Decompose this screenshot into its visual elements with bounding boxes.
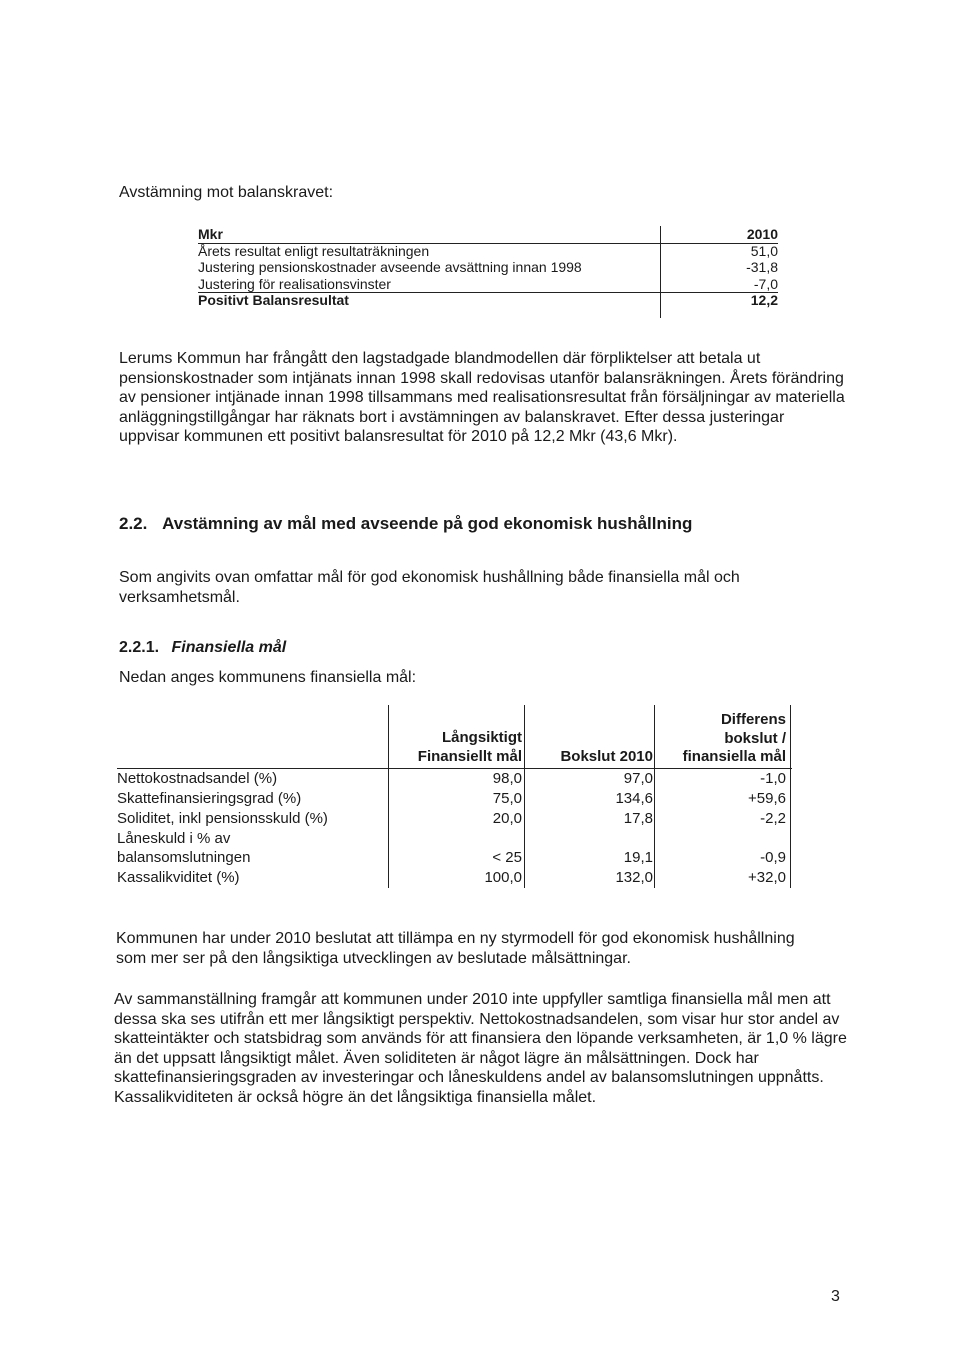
row-label: Justering pensionskostnader avseende avsättning innan 1998 xyxy=(198,259,582,275)
recon-heading: Avstämning mot balanskravet: xyxy=(119,184,334,201)
subsection-number: 2.2.1. xyxy=(119,639,160,656)
row-value: 51,0 xyxy=(750,242,778,259)
paragraph-goals: Som angivits ovan omfattar mål för god ekonomisk hushållning både finansiella mål och verksamhetsmål. xyxy=(119,569,740,606)
balance-reconciliation-table xyxy=(198,226,778,318)
row-label: Låneskuld i % av xyxy=(117,830,231,847)
section-title: Avstämning av mål med avseende på god ekonomisk hushållning xyxy=(162,514,693,533)
paragraph-summary: Av sammanställning framgår att kommunen under 2010 inte uppfyller samtliga finansiella mål men att dessa ska ses utifrån ett mer långsiktigt perspektiv. Nettokostnadsandelen, som visar hur stor andel av skatteintäkter och statsbidrag som används för att finansiera den löpande verksamheten, är 1,0 % lägre än det uppsatt långsiktigt målet. Även soliditeten är något lägre än målsättningen. Dock har skattefinansieringsgraden av investeringar och låneskuldens andel av balansomslutningen uppnåtts. Kassalikviditeten är också högre än det långsiktiga finansiella målet. xyxy=(114,991,847,1106)
financial-targets-table xyxy=(117,705,792,890)
subsection-title: Finansiella mål xyxy=(171,639,287,656)
page-number: 3 xyxy=(831,1288,840,1305)
total-value: 12,2 xyxy=(750,292,778,308)
row-label: Justering för realisationsvinster xyxy=(198,275,391,292)
header-long-term-line2: Finansiellt mål xyxy=(417,747,522,765)
table-row xyxy=(117,868,792,888)
header-rule xyxy=(198,243,778,244)
row-value: -7,0 xyxy=(753,275,778,292)
row-label: Soliditet, inkl pensionsskuld (%) xyxy=(117,810,328,827)
table-row xyxy=(117,829,792,849)
header-long-term-line1: Långsiktigt xyxy=(441,729,522,746)
row-target: 98,0 xyxy=(492,770,522,787)
row-label: Nettokostnadsandel (%) xyxy=(117,770,278,787)
section-number: 2.2. xyxy=(119,514,148,533)
header-diff-line1: Differens xyxy=(720,711,786,728)
paragraph-intro: Nedan anges kommunens finansiella mål: xyxy=(119,669,417,686)
table-row xyxy=(198,243,778,260)
row-actual: 132,0 xyxy=(615,869,653,886)
row-diff: +32,0 xyxy=(748,869,786,886)
table-row xyxy=(117,809,792,829)
row-diff: +59,6 xyxy=(748,790,786,807)
header-diff-line2: bokslut / xyxy=(724,729,786,747)
row-actual: 97,0 xyxy=(623,770,653,787)
row-diff: -1,0 xyxy=(760,770,786,787)
row-label: Årets resultat enligt resultaträkningen xyxy=(198,242,430,259)
table-row xyxy=(198,259,778,276)
table-row xyxy=(198,276,778,293)
row-label: Kassalikviditet (%) xyxy=(117,869,240,886)
table-row xyxy=(117,769,792,789)
row-label: Skattefinansieringsgrad (%) xyxy=(117,790,302,807)
header-diff-line3: finansiella mål xyxy=(682,748,786,765)
row-label-continued: balansomslutningen xyxy=(117,849,251,866)
col-year-header: 2010 xyxy=(746,226,778,242)
row-value: -31,8 xyxy=(746,259,778,275)
col-label-header: Mkr xyxy=(198,226,223,242)
row-target: < 25 xyxy=(492,849,522,866)
total-rule xyxy=(198,292,778,293)
table-header-row xyxy=(198,226,778,243)
row-diff: -2,2 xyxy=(760,810,786,827)
row-target: 20,0 xyxy=(492,810,522,827)
row-actual: 134,6 xyxy=(615,790,653,807)
row-actual: 19,1 xyxy=(623,849,653,866)
header-actual xyxy=(525,705,653,769)
header-difference xyxy=(655,705,786,769)
row-actual: 17,8 xyxy=(623,810,653,827)
table-row xyxy=(117,789,792,809)
row-target: 75,0 xyxy=(492,790,522,807)
paragraph-pension: Lerums Kommun har frångått den lagstadgade blandmodellen där förpliktelser att betala ut pensionskostnader som intjänats innan 1998 skall redovisas utanför balansräkningen. Årets förändring av pensioner intjänade innan 1998 tillsammans med realisationsresultat från försäljningar av materiella anläggningstillgångar har räknats bort i avstämningen av balanskravet. Efter dessa justeringar uppvisar kommunen ett positivt balansresultat för 2010 på 12,2 Mkr (43,6 Mkr). xyxy=(119,350,845,445)
paragraph-steering-model: Kommunen har under 2010 beslutat att tillämpa en ny styrmodell för god ekonomisk hushållning som mer ser på den långsiktiga utvecklingen av beslutade målsättningar. xyxy=(116,930,795,967)
row-target: 100,0 xyxy=(484,869,522,886)
header-actual-text: Bokslut 2010 xyxy=(560,748,653,765)
section-heading xyxy=(119,514,692,534)
subsection-heading xyxy=(119,639,286,657)
total-label: Positivt Balansresultat xyxy=(198,292,349,308)
table-divider xyxy=(660,226,661,318)
total-row xyxy=(198,292,778,309)
row-diff: -0,9 xyxy=(760,849,786,866)
table-row xyxy=(117,848,792,868)
header-long-term xyxy=(389,705,522,769)
